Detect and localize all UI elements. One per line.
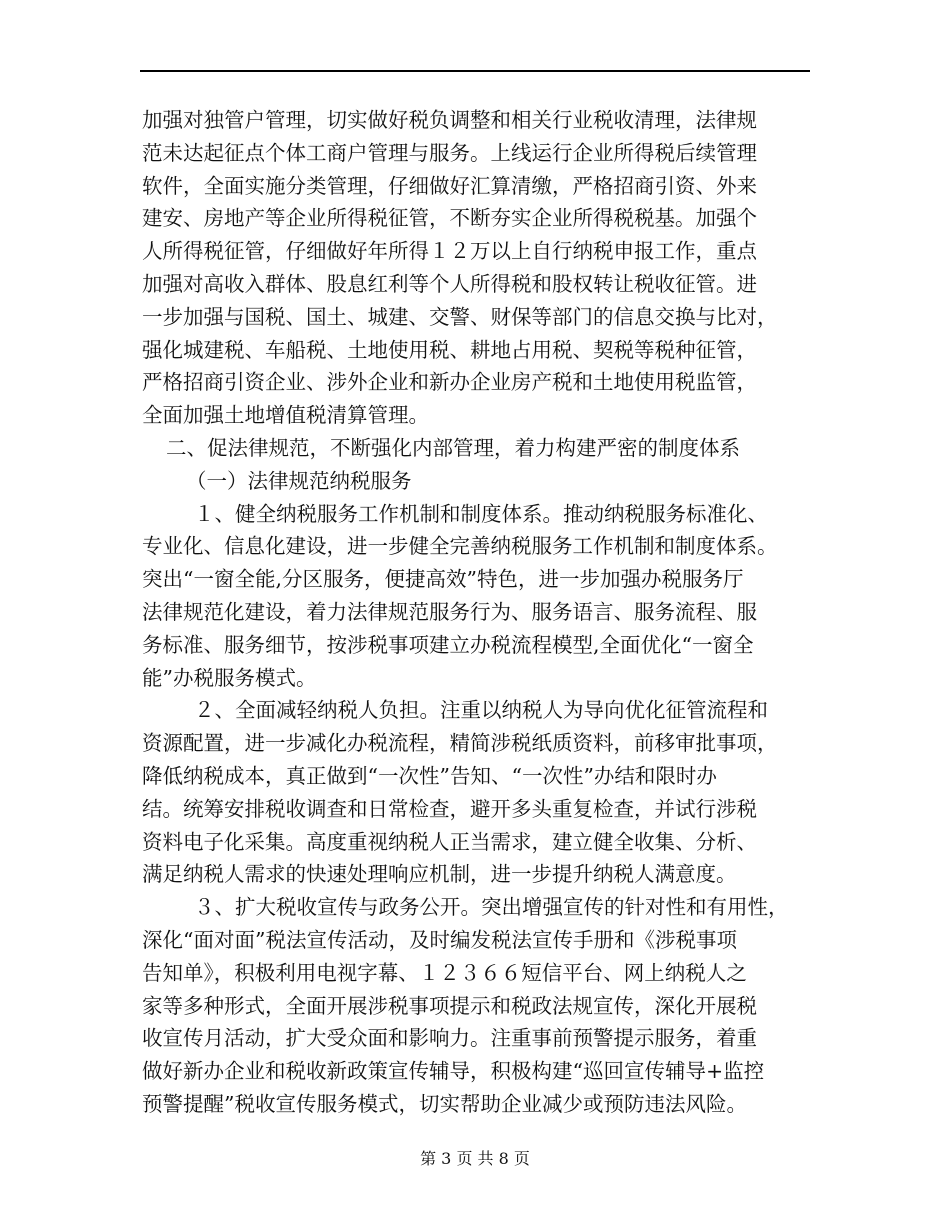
text-line: 能”办税服务模式。 bbox=[142, 665, 317, 690]
text-line: 突出“一窗全能,分区服务，便捷高效”特色，进一步加强办税服务厅 bbox=[142, 567, 744, 592]
page-number: 第 3 页 共 8 页 bbox=[420, 1149, 530, 1168]
text-line: 收宣传月活动，扩大受众面和影响力。注重事前预警提示服务，着重 bbox=[142, 1026, 757, 1051]
text-line: ２、全面减轻纳税人负担。注重以纳税人为导向优化征管流程和 bbox=[194, 698, 768, 723]
text-line: 强化城建税、车船税、土地使用税、耕地占用税、契税等税种征管， bbox=[142, 337, 757, 362]
header-rule bbox=[140, 70, 810, 72]
text-line: 全面加强土地增值税清算管理。 bbox=[142, 403, 429, 428]
text-line: 务标准、服务细节，按涉税事项建立办税流程模型,全面优化“一窗全 bbox=[142, 632, 754, 657]
text-line: 做好新办企业和税收新政策宣传辅导，积极构建“巡回宣传辅导+监控 bbox=[142, 1059, 765, 1084]
text-line: 加强对高收入群体、股息红利等个人所得税和股权转让税收征管。进 bbox=[142, 271, 757, 296]
text-line: 预警提醒”税收宣传服务模式，切实帮助企业减少或预防违法风险。 bbox=[142, 1091, 747, 1116]
text-line: 范未达起征点个体工商户管理与服务。上线运行企业所得税后续管理 bbox=[142, 140, 757, 165]
text-line: 深化“面对面”税法宣传活动，及时编发税法宣传手册和《涉税事项 bbox=[142, 927, 737, 952]
text-line: 降低纳税成本，真正做到“一次性”告知、“一次性”办结和限时办 bbox=[142, 763, 717, 788]
text-line: 专业化、信息化建设，进一步健全完善纳税服务工作机制和制度体系。 bbox=[142, 534, 778, 559]
text-line: 建安、房地产等企业所得税征管，不断夯实企业所得税税基。加强个 bbox=[142, 206, 757, 231]
text-line: 结。统筹安排税收调查和日常检查，避开多头重复检查，并试行涉税 bbox=[142, 796, 757, 821]
text-line: 严格招商引资企业、涉外企业和新办企业房产税和土地使用税监管， bbox=[142, 370, 757, 395]
text-line: 满足纳税人需求的快速处理响应机制，进一步提升纳税人满意度。 bbox=[142, 862, 737, 887]
text-line: 资料电子化采集。高度重视纳税人正当需求，建立健全收集、分析、 bbox=[142, 829, 757, 854]
subsection-heading: （一）法律规范纳税服务 bbox=[186, 468, 412, 493]
text-line: １、健全纳税服务工作机制和制度体系。推动纳税服务标准化、 bbox=[194, 501, 768, 526]
text-line: 资源配置，进一步减化办税流程，精简涉税纸质资料，前移审批事项， bbox=[142, 731, 778, 756]
text-line: 软件，全面实施分类管理，仔细做好汇算清缴，严格招商引资、外来 bbox=[142, 173, 757, 198]
section-heading: 二、促法律规范，不断强化内部管理，着力构建严密的制度体系 bbox=[166, 435, 740, 460]
text-line: ３、扩大税收宣传与政务公开。突出增强宣传的针对性和有用性， bbox=[194, 895, 789, 920]
text-line: 家等多种形式，全面开展涉税事项提示和税政法规宣传，深化开展税 bbox=[142, 993, 757, 1018]
text-line: 告知单》，积极利用电视字幕、１２３６６短信平台、网上纳税人之 bbox=[142, 960, 747, 985]
document-body bbox=[142, 104, 814, 1121]
text-line: 加强对独管户管理，切实做好税负调整和相关行业税收清理，法律规 bbox=[142, 108, 757, 132]
text-line: 法律规范化建设，着力法律规范服务行为、服务语言、服务流程、服 bbox=[142, 599, 757, 624]
text-line: 人所得税征管，仔细做好年所得１２万以上自行纳税申报工作，重点 bbox=[142, 239, 757, 264]
text-line: 一步加强与国税、国土、城建、交警、财保等部门的信息交换与比对， bbox=[142, 304, 778, 329]
